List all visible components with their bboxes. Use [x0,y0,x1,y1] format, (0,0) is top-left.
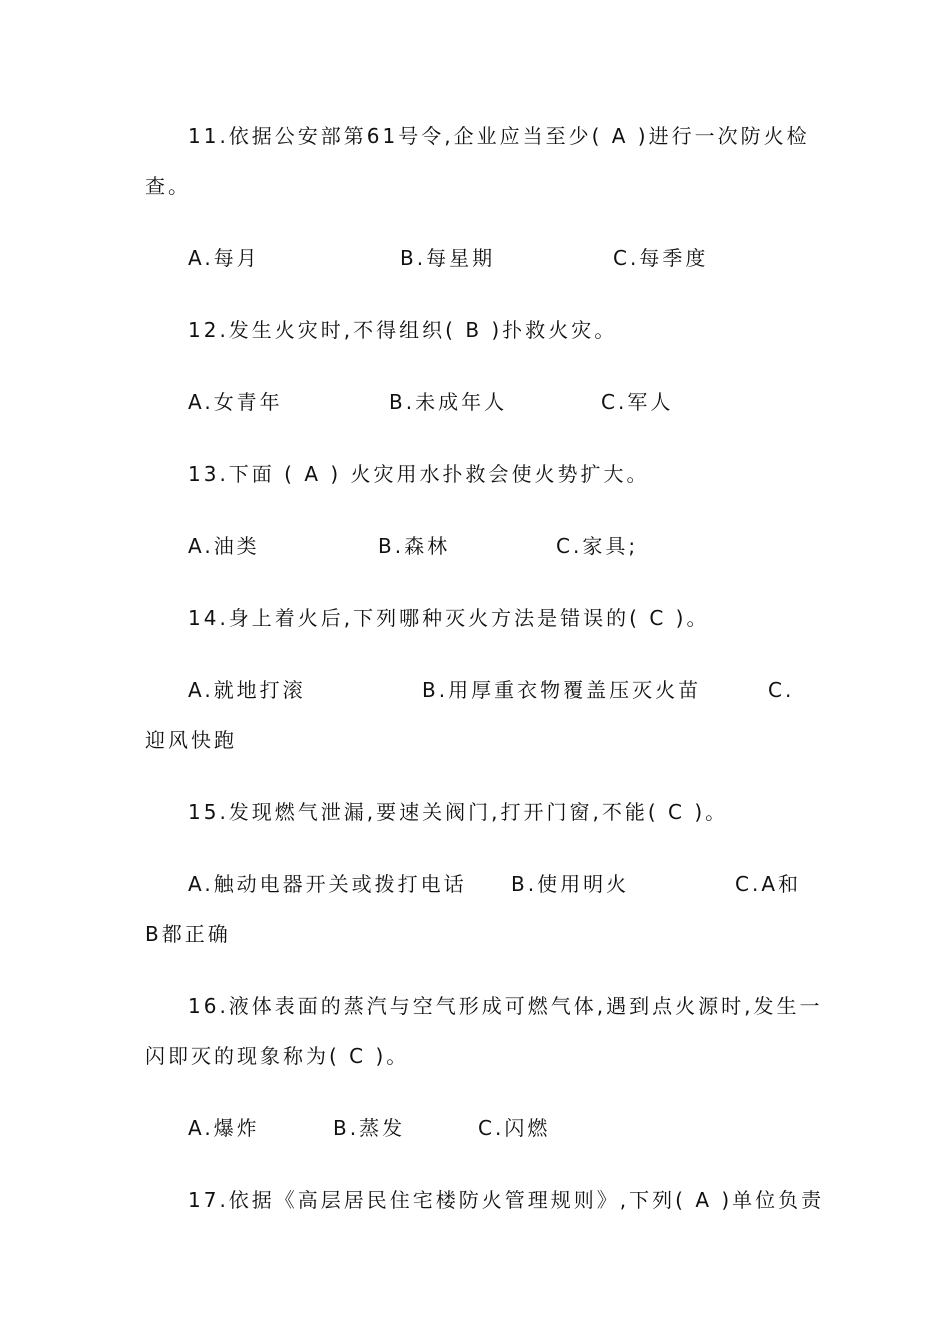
option-b: B.用厚重衣物覆盖压灭火苗 [422,678,702,702]
option-c: C. [768,678,795,702]
option-c: C.闪燃 [478,1116,551,1140]
option-c: C.每季度 [613,246,709,270]
option-a: A.爆炸 [188,1116,260,1140]
question-15-option-c-cont: B都正确 [145,922,231,946]
question-14-stem: 14.身上着火后,下列哪种灭火方法是错误的( C )。 [188,606,710,630]
question-17-stem: 17.依据《高层居民住宅楼防火管理规则》,下列( A )单位负责 [188,1188,825,1212]
question-14-option-c-cont: 迎风快跑 [145,728,237,752]
option-b: B.未成年人 [389,390,508,414]
option-c: C.家具; [556,534,639,558]
question-11-stem: 11.依据公安部第61号令,企业应当至少( A )进行一次防火检 [188,124,810,148]
option-b: B.蒸发 [333,1116,406,1140]
option-a: A.触动电器开关或拨打电话 [188,872,467,896]
option-c: C.军人 [601,390,674,414]
question-15-stem: 15.发现燃气泄漏,要速关阀门,打开门窗,不能( C )。 [188,800,729,824]
option-b: B.每星期 [400,246,496,270]
option-a: A.女青年 [188,390,283,414]
question-16-stem-cont: 闪即灭的现象称为( C )。 [145,1044,410,1068]
question-11-stem-cont: 查。 [145,174,191,198]
option-b: B.使用明火 [511,872,630,896]
question-13-stem: 13.下面 ( A ) 火灾用水扑救会使火势扩大。 [188,462,650,486]
option-a: A.每月 [188,246,260,270]
question-12-stem: 12.发生火灾时,不得组织( B )扑救火灾。 [188,318,618,342]
question-16-stem: 16.液体表面的蒸汽与空气形成可燃气体,遇到点火源时,发生一 [188,994,823,1018]
option-c: C.A和 [735,872,802,896]
option-a: A.油类 [188,534,260,558]
option-b: B.森林 [378,534,451,558]
option-a: A.就地打滚 [188,678,306,702]
